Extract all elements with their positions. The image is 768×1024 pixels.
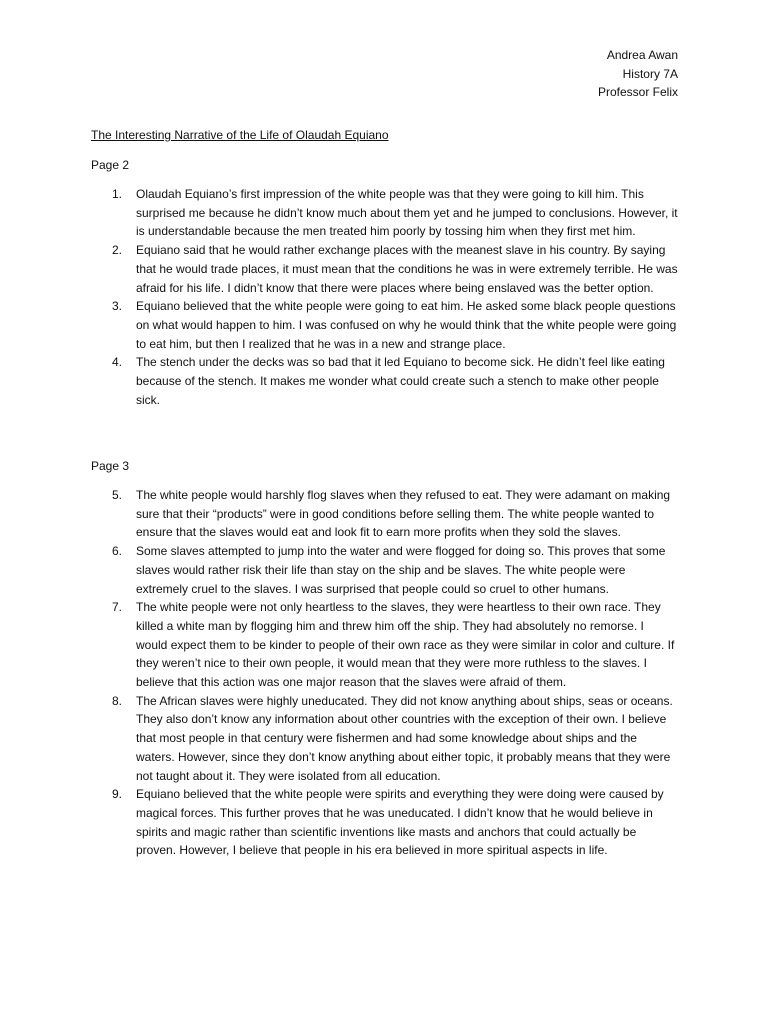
list-item-text: The stench under the decks was so bad that it led Equiano to become sick. He didn’t feel like eating because of the stench. It makes me wonder what could create such a stench to make other people sick. xyxy=(136,355,665,407)
document-title: The Interesting Narrative of the Life of Olaudah Equiano xyxy=(91,128,389,142)
professor-name: Professor Felix xyxy=(597,85,678,99)
document-header xyxy=(598,46,678,102)
list-item-text: Equiano believed that the white people were spirits and everything they were doing were caused by magical forces. This further proves that he was uneducated. I didn’t know that he would believe in spirits and magic rather than scientific inventions like masts and anchors that could actually be proven. However, I believe that people in his era believed in more spiritual aspects in life. xyxy=(136,787,664,858)
list-item-number: 8. xyxy=(112,693,123,708)
list-item-number: 5. xyxy=(112,488,123,502)
list-item-number: 7. xyxy=(112,600,123,615)
list-item xyxy=(91,542,678,598)
list-item-text: The white people were not only heartless to the slaves, they were heartless to their own race. They killed a white man by flogging him and threw him off the ship. They had absolutely no remorse. I would expect them to be kinder to people of their own race as they were similar in color and culture. If they weren’t nice to their own people, it would mean that they were more ruthless to the slaves. I believe that this action was one major reason that the slaves were afraid of them. xyxy=(136,600,675,690)
list-item-text: Olaudah Equiano’s first impression of the white people was that they were going to kill him. This surprised me because he didn’t know much about them yet and he jumped to conclusions. However, it is understandable because the men treated him poorly by tossing him when they first met him. xyxy=(136,187,678,239)
list-item xyxy=(91,486,678,542)
section-heading-page-2: Page 2 xyxy=(91,158,130,172)
list-item-text: Equiano believed that the white people were going to eat him. He asked some black people questions on what would happen to him. I was confused on why he would think that the white people were going to eat him, but then I realized that he was in a new and strange place. xyxy=(136,299,677,351)
list-item-number: 1. xyxy=(112,187,123,201)
list-item xyxy=(91,598,678,692)
list-item-text: Some slaves attempted to jump into the water and were flogged for doing so. This proves that some slaves would rather risk their life than stay on the ship and be slaves. The white people were extremely cruel to the slaves. I was surprised that people could so cruel to other humans. xyxy=(136,544,666,596)
list-item-text: The white people would harshly flog slaves when they refused to eat. They were adamant on making sure that their “products” were in good conditions before selling them. The white people wanted to ensure that the slaves would eat and look fit to earn more profits when they sold the slaves. xyxy=(136,488,671,540)
numbered-list-page-3 xyxy=(91,486,678,860)
list-item-number: 6. xyxy=(112,544,123,559)
section-heading-page-3: Page 3 xyxy=(91,459,130,473)
list-item-text: Equiano said that he would rather exchange places with the meanest slave in his country. By saying that he would trade places, it must mean that the conditions he was in were extremely terrible. He was afraid for his life. I didn’t know that there were places where being enslaved was the better option. xyxy=(136,243,678,295)
numbered-list-page-2 xyxy=(91,185,678,409)
list-item xyxy=(91,785,678,860)
list-item-number: 3. xyxy=(112,299,123,314)
list-item-number: 9. xyxy=(112,787,123,802)
list-item-text: The African slaves were highly uneducated. They did not know anything about ships, seas or oceans. They also don’t know any information about other countries with the exception of their own. I believe that most people in that century were fishermen and had some knowledge about ships and the waters. However, since they don’t know anything about either topic, it probably means that they were not taught about it. They were isolated from all education. xyxy=(136,693,673,783)
course-name: History 7A xyxy=(622,66,678,81)
list-item xyxy=(91,353,678,409)
list-item xyxy=(91,297,678,353)
list-item xyxy=(91,692,678,786)
author-name: Andrea Awan xyxy=(606,48,678,62)
list-item xyxy=(91,185,678,241)
list-item-number: 2. xyxy=(112,243,123,258)
list-item xyxy=(91,241,678,297)
list-item-number: 4. xyxy=(112,355,123,370)
